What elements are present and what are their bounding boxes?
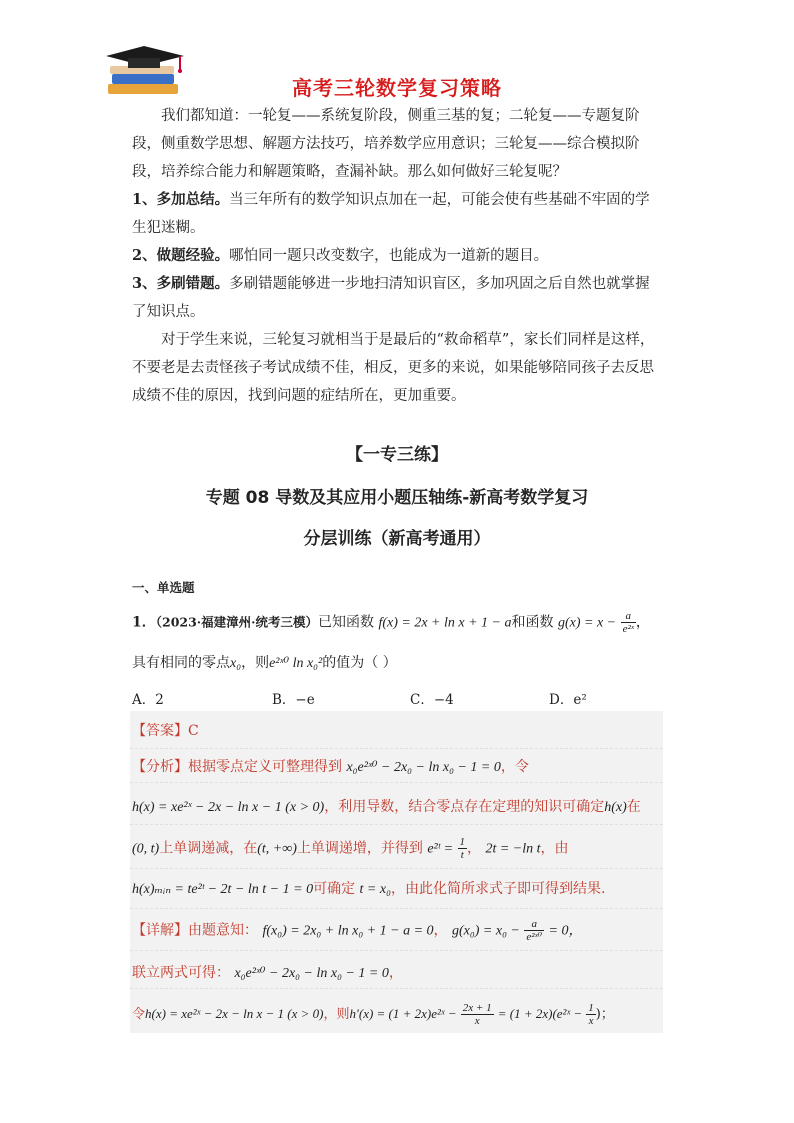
text: ，由此化简所求式子即可得到结果. [390, 881, 606, 897]
text: 联立两式可得： [132, 965, 230, 981]
detail-line-1 [132, 918, 662, 943]
numerator: 1 [588, 1002, 594, 1014]
tip-lead: 2、做题经验。 [132, 247, 230, 264]
math: h(x)ₘᵢₙ = te²ᵗ − 2t − ln t − 1 = 0 [132, 882, 314, 897]
math: = (1 + 2x)(e²ˣ − [497, 1006, 583, 1021]
text: 上单调递减，在 [159, 840, 258, 857]
math: = 0， [548, 923, 583, 939]
math: h(x) = xe²ˣ − 2x − ln x − 1 (x > 0) [132, 800, 325, 815]
text: ，令 [500, 759, 529, 775]
text: 根据零点定义可整理得到 [188, 759, 342, 775]
analysis-label: 【分析】 [132, 759, 188, 775]
question-text: 具有相同的零点 [132, 655, 230, 671]
math: t = x₀ [359, 882, 391, 897]
detail-line-3 [132, 1002, 662, 1027]
math-x0: x₀ [230, 656, 242, 671]
tip-item [132, 186, 662, 242]
fraction [458, 836, 468, 861]
math-f: f(x) = 2x + ln x + 1 − a [378, 615, 512, 631]
math-expr: e²ˣ⁰ ln x₀² [269, 656, 323, 671]
choice-c[interactable]: C．−4 [410, 692, 454, 708]
choice-b[interactable]: B．−e [272, 692, 315, 708]
answer-line: 【答案】C [132, 723, 199, 739]
fraction [524, 918, 544, 943]
math: h′(x) = (1 + 2x)e²ˣ − [349, 1006, 457, 1021]
choice-d[interactable]: D．e² [549, 692, 587, 708]
divider [130, 950, 663, 951]
tip-item [132, 270, 662, 326]
detail-line-2 [132, 962, 662, 982]
text: ，由 [540, 840, 569, 857]
divider [130, 782, 663, 783]
fraction [586, 1002, 596, 1027]
tip-lead: 1、多加总结。 [132, 191, 230, 208]
numerator: 1 [459, 836, 465, 848]
math: f(x₀) = 2x₀ + ln x₀ + 1 − a = 0 [262, 923, 434, 939]
numerator: 2x + 1 [462, 1002, 492, 1014]
question-number: 1． [132, 614, 156, 631]
math: (t, +∞) [257, 841, 297, 857]
question-source: （2023·福建漳州·统考三模） [155, 614, 318, 630]
denominator: x [588, 1015, 594, 1027]
math: e²ᵗ = [427, 841, 454, 857]
section-heading: 一、单选题 [132, 580, 195, 595]
math: (0, t) [132, 841, 160, 857]
denominator: e²ˣ [622, 623, 634, 635]
fraction [621, 610, 636, 635]
intro-section [132, 102, 662, 410]
math: g(x₀) = x₀ − [452, 923, 520, 939]
divider [130, 824, 663, 825]
tip-text: 当三年所有的数学知识点加在一起，可能会使有些基础不牢固的学生犯迷糊。 [132, 192, 650, 236]
text: 上单调递增，并得到 [296, 840, 423, 857]
tip-item [132, 242, 662, 270]
detail-label: 【详解】 [132, 922, 188, 939]
question-text: 已知函数 [318, 614, 374, 631]
question-text: 和函数 [511, 614, 554, 631]
analysis-line-3 [132, 836, 662, 861]
analysis-line-4 [132, 878, 662, 898]
numerator: a [524, 918, 544, 931]
text: 在 [626, 799, 641, 815]
page-title: 高考三轮数学复习策略 [292, 76, 502, 100]
intro-paragraph: 对于学生来说，三轮复习就相当于是最后的“救命稻草”，家长们同样是这样，不要老是去责怪孩子考试成绩不佳，相反，更多的来说，如果能够陪同孩子去反思成绩不佳的原因，找到问题的症结所在，更加重要。 [132, 332, 655, 404]
tip-lead: 3、多刷错题。 [132, 275, 230, 292]
text: )； [595, 1007, 614, 1022]
text: ， [467, 840, 481, 857]
question-text: ，则 [241, 655, 270, 671]
text: 令 [132, 1007, 146, 1022]
question-line-1 [132, 610, 672, 635]
math-g: g(x) = x − [557, 615, 617, 631]
math: x₀e²ˣ⁰ − 2x₀ − ln x₀ − 1 = 0 [234, 966, 389, 981]
doc-title: 专题 08 导数及其应用小题压轴练-新高考数学复习 [205, 488, 589, 508]
tip-text: 多刷错题能够进一步地扫清知识盲区，多加巩固之后自然也就掌握了知识点。 [132, 276, 650, 320]
divider [130, 868, 663, 869]
divider [130, 988, 663, 989]
denominator: e²ˣ⁰ [526, 931, 543, 943]
numerator: a [621, 610, 636, 623]
divider [130, 908, 663, 909]
choice-a[interactable]: A．2 [132, 692, 164, 708]
analysis-line-2 [132, 796, 662, 816]
doc-tag: 【一专三练】 [346, 445, 448, 465]
doc-subtitle: 分层训练（新高考通用） [303, 529, 491, 549]
denominator: t [460, 849, 464, 861]
fraction [461, 1002, 494, 1027]
question-line-2 [132, 652, 672, 672]
math: h(x) [604, 800, 627, 815]
math: x₀e²ˣ⁰ − 2x₀ − ln x₀ − 1 = 0 [346, 760, 501, 775]
text: ，利用导数，结合零点存在定理的知识可确定 [324, 799, 605, 815]
text: ，则 [323, 1007, 350, 1022]
text: 由题意知： [188, 922, 258, 939]
math: 2t = −ln t [485, 841, 541, 857]
denominator: x [474, 1015, 480, 1027]
analysis-line-1 [132, 756, 662, 776]
tip-text: 哪怕同一题只改变数字，也能成为一道新的题目。 [229, 248, 549, 264]
divider [130, 748, 663, 749]
text: 可确定 [313, 881, 356, 897]
intro-paragraph: 我们都知道：一轮复——系统复阶段，侧重三基的复；二轮复——专题复阶段，侧重数学思想、解题方法技巧，培养数学应用意识；三轮复——综合模拟阶段，培养综合能力和解题策略，查漏补缺。那么如何做好三轮复呢？ [132, 108, 640, 180]
text: ， [388, 965, 403, 981]
text: ， [433, 922, 448, 939]
math: h(x) = xe²ˣ − 2x − ln x − 1 (x > 0) [145, 1006, 324, 1021]
question-text: 的值为（ ） [322, 655, 397, 671]
question-text: ， [635, 614, 650, 631]
